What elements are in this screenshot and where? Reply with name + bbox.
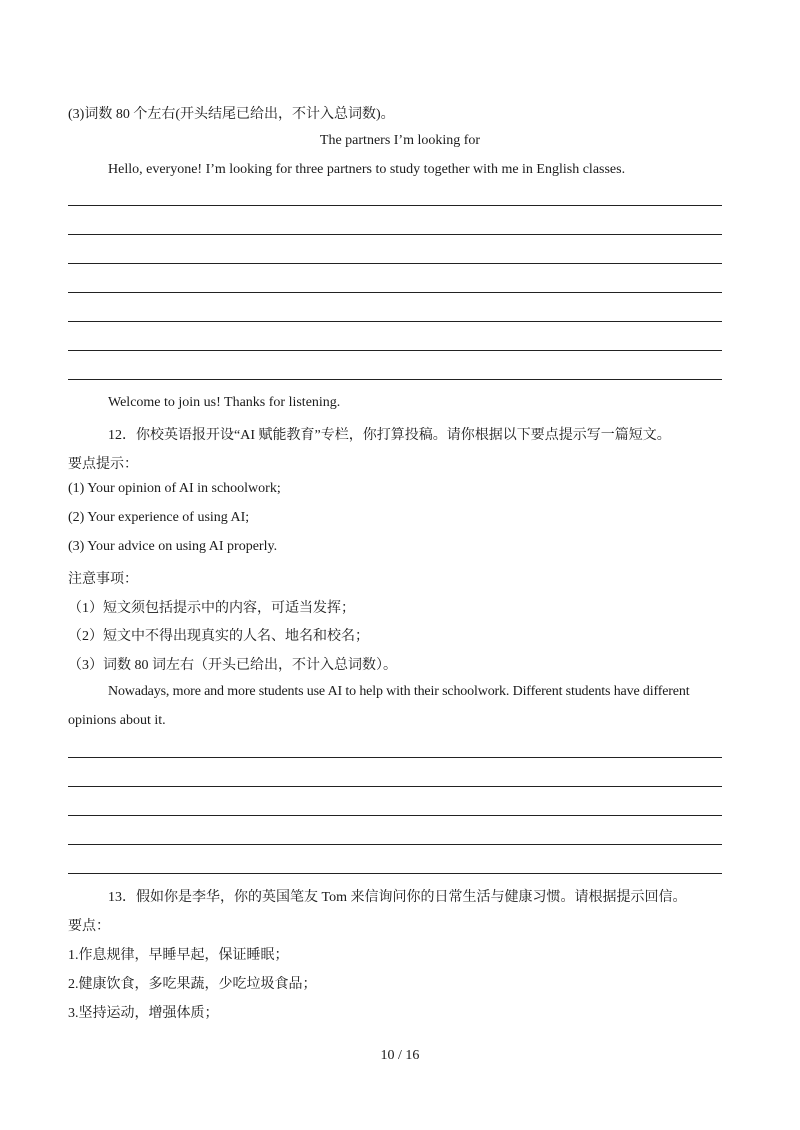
writing-line[interactable] [68,815,722,816]
writing-line[interactable] [68,786,722,787]
q13-points-heading: 要点： [68,919,110,934]
q11-opening: Hello, everyone! I’m looking for three partners to study together with me in English classes. [108,162,626,177]
q13-point: 1.作息规律，早睡早起，保证睡眠； [68,948,289,963]
top-note: (3)词数 80 个左右(开头结尾已给出，不计入总词数)。 [68,107,395,122]
writing-line[interactable] [68,757,722,758]
q12-point: (3) Your advice on using AI properly. [68,539,278,554]
q13-point: 2.健康饮食，多吃果蔬，少吃垃圾食品； [68,977,317,992]
q12-opening-cont: opinions about it. [68,713,166,728]
writing-line[interactable] [68,263,722,264]
writing-line[interactable] [68,321,722,322]
writing-line[interactable] [68,234,722,235]
writing-line[interactable] [68,873,722,874]
writing-line[interactable] [68,350,722,351]
q12-point: (1) Your opinion of AI in schoolwork; [68,481,281,496]
writing-line[interactable] [68,844,722,845]
q12-prompt: 12．你校英语报开设“AI 赋能教育”专栏，你打算投稿。请你根据以下要点提示写一篇短文。 [108,428,671,443]
writing-line[interactable] [68,292,722,293]
q12-note: （3）词数 80 词左右（开头已给出，不计入总词数）。 [68,658,397,673]
q12-note: （1）短文须包括提示中的内容，可适当发挥； [68,601,355,616]
writing-line[interactable] [68,379,722,380]
q12-notes-heading: 注意事项： [68,572,138,587]
q12-point: (2) Your experience of using AI; [68,510,250,525]
q13-prompt: 13．假如你是李华，你的英国笔友 Tom 来信询问你的日常生活与健康习惯。请根据提示回信。 [108,890,687,905]
q12-note: （2）短文中不得出现真实的人名、地名和校名； [68,629,369,644]
writing-line[interactable] [68,205,722,206]
q13-point: 3.坚持运动，增强体质； [68,1006,219,1021]
page-number: 10 / 16 [380,1048,420,1063]
q12-points-heading: 要点提示： [68,457,138,472]
q12-opening: Nowadays, more and more students use AI to help with their schoolwork. Different students have different [108,684,690,699]
q11-closing: Welcome to join us! Thanks for listening. [108,395,341,410]
q11-title: The partners I’m looking for [319,133,481,148]
